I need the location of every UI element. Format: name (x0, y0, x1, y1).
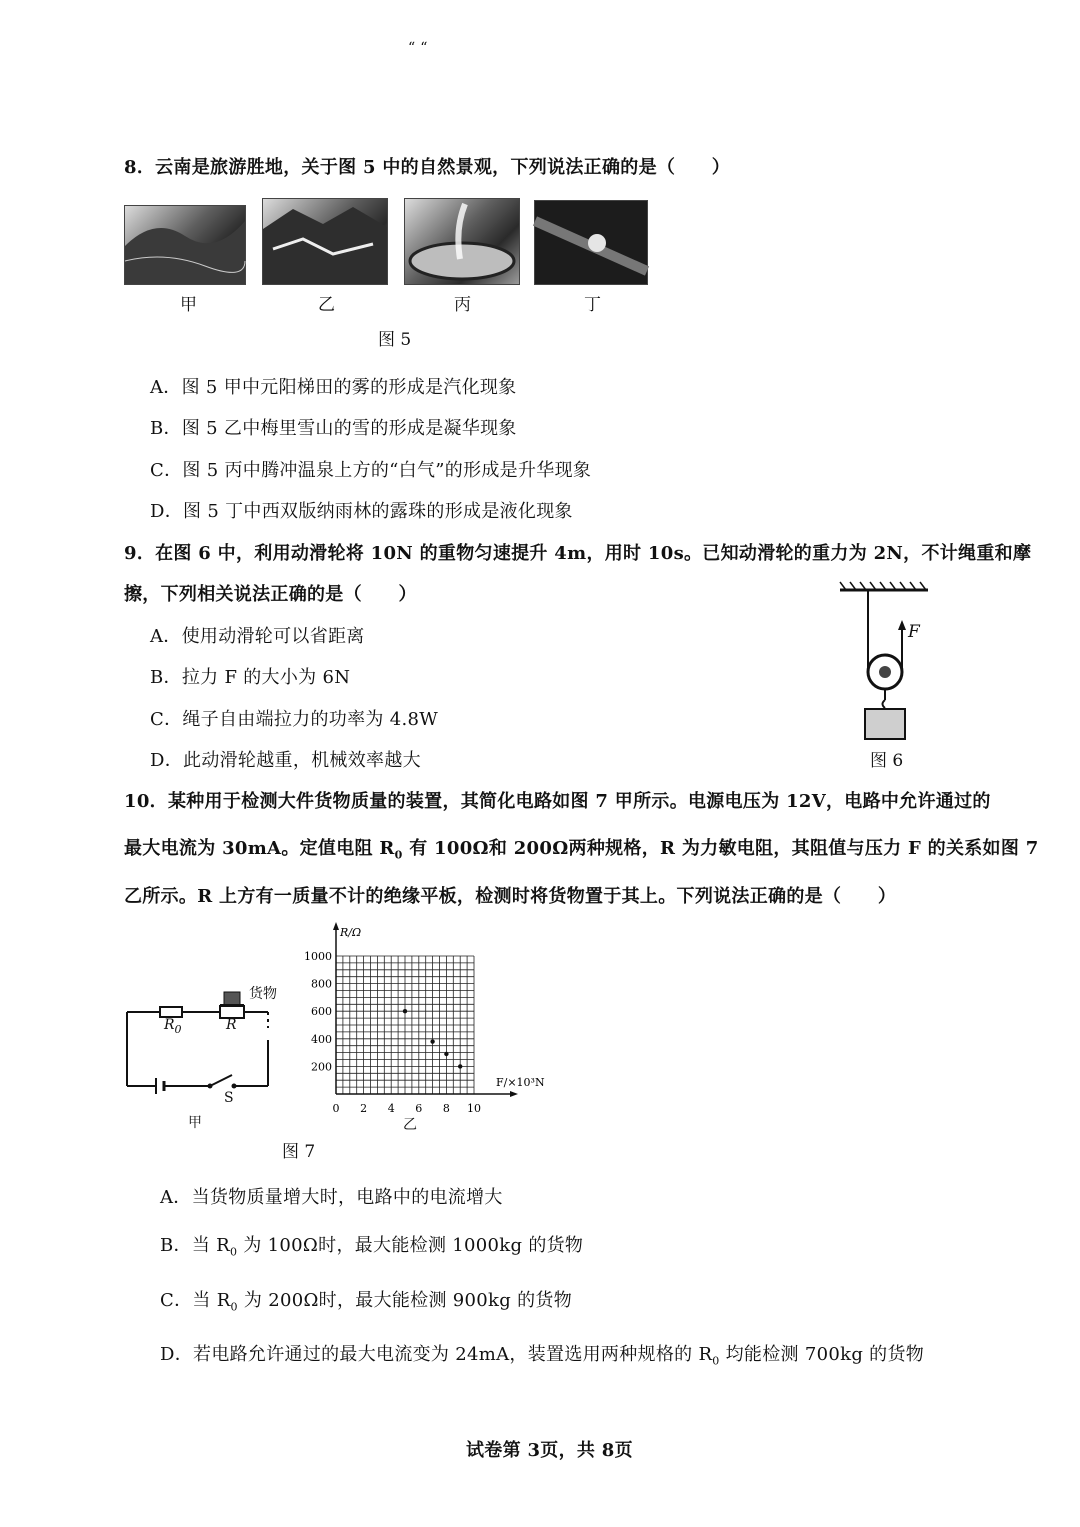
x-axis-label: F/×10³N (496, 1076, 545, 1089)
q10-option-d (160, 1340, 924, 1368)
q10-option-c (160, 1286, 572, 1314)
goods-box (224, 992, 240, 1006)
circuit-r0-label (164, 1017, 182, 1036)
x-tick-label: 2 (360, 1102, 368, 1115)
header-marks: “ “ (408, 40, 428, 56)
x-tick-label: 6 (415, 1102, 423, 1115)
q10-option-b-sub: 0 (230, 1245, 238, 1259)
q9-stem-line2: 擦，下列相关说法正确的是（ ） (124, 584, 417, 605)
q10-option-d-sub: 0 (712, 1354, 720, 1368)
q9-option-d: D．此动滑轮越重，机械效率越大 (150, 750, 421, 771)
figure-7-caption: 图 7 (282, 1142, 316, 1162)
pulley-diagram (836, 582, 936, 744)
q10-stem-line2-sub: 0 (394, 848, 403, 862)
circuit-r-label: R (226, 1017, 237, 1033)
q10-stem-line2 (124, 834, 1039, 862)
q10-option-d-pre: D．若电路允许通过的最大电流变为 24mA，装置选用两种规格的 R (160, 1344, 713, 1365)
data-point (403, 1009, 407, 1013)
photo-label-bing: 丙 (454, 295, 471, 315)
q8-stem: 8．云南是旅游胜地，关于图 5 中的自然景观，下列说法正确的是（ ） (124, 157, 731, 178)
photo-snow-mountain (262, 198, 388, 285)
figure-6-caption: 图 6 (870, 751, 904, 771)
photo-hot-spring (404, 198, 520, 285)
resistor-r0-symbol (160, 1007, 182, 1017)
q10-option-c-pre: C．当 R (160, 1290, 231, 1311)
photo-hot-spring-image (405, 199, 519, 284)
q10-option-c-post: 为 200Ω时，最大能检测 900kg 的货物 (237, 1290, 573, 1311)
y-axis-arrow (333, 922, 339, 930)
q10-stem-line3: 乙所示。R 上方有一质量不计的绝缘平板，检测时将货物置于其上。下列说法正确的是（ ） (124, 886, 897, 907)
data-point (458, 1064, 462, 1068)
q10-option-a: A．当货物质量增大时，电路中的电流增大 (160, 1187, 503, 1208)
photo-snow-mountain-image (263, 199, 387, 284)
photo-terraces-image (125, 206, 245, 284)
q9-option-a: A．使用动滑轮可以省距离 (150, 626, 365, 647)
q10-option-b (160, 1231, 583, 1259)
circuit-goods-label: 货物 (249, 986, 277, 1002)
page-footer: 试卷第 3页，共 8页 (466, 1440, 633, 1461)
photo-dewdrop (534, 200, 648, 285)
q8-option-a: A．图 5 甲中元阳梯田的雾的形成是汽化现象 (150, 377, 517, 398)
photo-dewdrop-image (535, 201, 647, 284)
x-axis-arrow (510, 1091, 518, 1097)
y-tick-label: 400 (311, 1032, 332, 1046)
photo-label-yi: 乙 (318, 295, 335, 315)
q8-option-c: C．图 5 丙中腾冲温泉上方的“白气”的形成是升华现象 (150, 460, 592, 481)
q10-stem-line1: 10．某种用于检测大件货物质量的装置，其简化电路如图 7 甲所示。电源电压为 12V，电路中允许通过的 (124, 791, 991, 812)
resistance-force-graph (300, 910, 545, 1120)
q10-stem-line2-b: 有 100Ω和 200Ω两种规格，R 为力敏电阻，其阻值与压力 F 的关系如图 7 (402, 838, 1039, 859)
x-tick-label: 8 (442, 1102, 450, 1115)
switch-lever (210, 1075, 232, 1086)
q8-option-b: B．图 5 乙中梅里雪山的雪的形成是凝华现象 (150, 418, 517, 439)
photo-terraces (124, 205, 246, 285)
data-point (430, 1039, 434, 1043)
q9-stem-line1: 9．在图 6 中，利用动滑轮将 10N 的重物匀速提升 4m，用时 10s。已知动滑轮的重力为 2N，不计绳重和摩 (124, 543, 1032, 564)
q10-option-b-pre: B．当 R (160, 1235, 231, 1256)
q10-option-d-post: 均能检测 700kg 的货物 (719, 1344, 925, 1365)
circuit-caption: 甲 (188, 1115, 202, 1131)
circuit-r0-sub: 0 (174, 1022, 182, 1036)
y-tick-label: 200 (311, 1060, 332, 1074)
circuit-switch-label: S (224, 1090, 234, 1106)
x-tick-label: 0 (332, 1102, 340, 1115)
force-label: F (908, 622, 920, 642)
y-tick-label: 1000 (304, 950, 332, 963)
circuit-r0-letter: R (164, 1017, 175, 1033)
q9-option-b: B．拉力 F 的大小为 6N (150, 667, 351, 688)
y-tick-label: 600 (311, 1005, 332, 1019)
q8-option-d: D．图 5 丁中西双版纳雨林的露珠的形成是液化现象 (150, 501, 573, 522)
photo-label-jia: 甲 (180, 295, 197, 315)
q9-option-c: C．绳子自由端拉力的功率为 4.8W (150, 709, 439, 730)
q10-option-c-sub: 0 (230, 1300, 238, 1314)
photo-label-ding: 丁 (584, 295, 601, 315)
data-point (444, 1052, 448, 1056)
y-axis-label: R/Ω (340, 926, 362, 939)
x-tick-label: 10 (467, 1102, 481, 1115)
figure-5-caption: 图 5 (378, 330, 412, 350)
y-tick-label: 800 (311, 977, 332, 991)
graph-caption: 乙 (403, 1117, 417, 1133)
x-tick-label: 4 (387, 1102, 395, 1115)
q10-option-b-post: 为 100Ω时，最大能检测 1000kg 的货物 (237, 1235, 584, 1256)
q10-stem-line2-a: 最大电流为 30mA。定值电阻 R (124, 838, 395, 859)
